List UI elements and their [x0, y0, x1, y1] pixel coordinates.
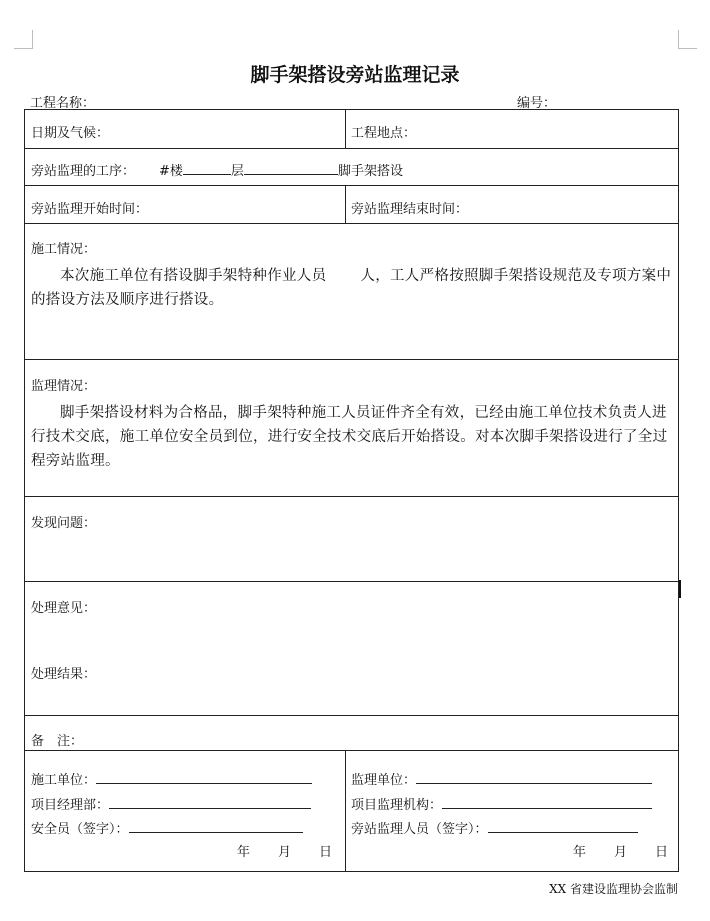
building-blank	[183, 162, 231, 175]
supervisor-line	[488, 820, 638, 833]
number-label: 编号：	[517, 96, 557, 111]
safety-officer-line	[129, 820, 303, 833]
right-date	[545, 841, 668, 860]
column-divider	[345, 750, 346, 872]
text-cursor	[679, 580, 681, 598]
left-date-year: 年	[237, 845, 251, 860]
start-time-label: 旁站监理开始时间：	[31, 202, 149, 217]
document-title: 脚手架搭设旁站监理记录	[250, 64, 460, 86]
project-manager-row	[31, 794, 311, 813]
construction-text-part1: 本次施工单位有搭设脚手架特种作业人员	[60, 268, 327, 284]
construction-text-part2: 人，工人严格按照脚手架搭设规范及专项方案中的搭设方法及顺序进行搭设。	[31, 268, 672, 308]
project-name-label: 工程名称：	[30, 96, 96, 111]
project-manager-line	[109, 796, 311, 809]
construction-unit-row	[31, 769, 312, 788]
row-divider	[25, 185, 678, 186]
building-mark: #楼	[159, 164, 183, 179]
supervision-label: 监理情况：	[31, 379, 97, 394]
record-table	[24, 109, 679, 872]
project-location-label: 工程地点：	[351, 126, 417, 141]
right-date-month: 月	[614, 845, 628, 860]
supervision-agency-label: 项目监理机构：	[351, 798, 443, 813]
supervision-unit-line	[416, 771, 652, 784]
supervision-agency-line	[442, 796, 652, 809]
construction-unit-label: 施工单位：	[31, 773, 97, 788]
handling-opinion-label: 处理意见：	[31, 601, 97, 616]
row-divider	[25, 496, 678, 497]
row-divider	[25, 750, 678, 751]
left-date	[209, 841, 332, 860]
row-divider	[25, 223, 678, 224]
crop-mark-top-right	[678, 30, 697, 49]
supervisor-row	[351, 818, 638, 837]
row-divider	[25, 148, 678, 149]
supervision-text: 脚手架搭设材料为合格品，脚手架特种施工人员证件齐全有效，已经由施工单位技术负责人进行技术交底，施工单位安全员到位，进行安全技术交底后开始搭设。对本次脚手架搭设进行了全过程旁站监理。	[31, 405, 668, 469]
column-divider	[345, 185, 346, 223]
construction-unit-line	[96, 771, 312, 784]
scaffold-text: 脚手架搭设	[337, 164, 403, 179]
date-weather-label: 日期及气候：	[31, 126, 110, 141]
left-date-month: 月	[278, 845, 292, 860]
right-date-day: 日	[655, 845, 669, 860]
row-divider	[25, 359, 678, 360]
footer-issuer: XX 省建设监理协会监制	[549, 882, 678, 896]
floor-mark: 层	[230, 164, 244, 179]
process-label: 旁站监理的工序：	[31, 164, 136, 179]
construction-text	[31, 264, 672, 312]
crop-mark-top-left	[14, 30, 33, 49]
safety-officer-row	[31, 818, 303, 837]
safety-officer-label: 安全员（签字）：	[31, 822, 129, 837]
remarks-label: 备 注：	[31, 734, 84, 749]
project-manager-label: 项目经理部：	[31, 798, 110, 813]
row-divider	[25, 715, 678, 716]
end-time-label: 旁站监理结束时间：	[351, 202, 469, 217]
problems-label: 发现问题：	[31, 516, 97, 531]
handling-result-label: 处理结果：	[31, 667, 97, 682]
column-divider	[345, 110, 346, 148]
process-row	[31, 160, 403, 179]
floor-blank	[244, 162, 338, 175]
row-divider	[25, 581, 678, 582]
supervision-agency-row	[351, 794, 652, 813]
right-date-year: 年	[573, 845, 587, 860]
supervisor-label: 旁站监理人员（签字）：	[351, 822, 488, 837]
supervision-unit-label: 监理单位：	[351, 773, 417, 788]
construction-label: 施工情况：	[31, 242, 97, 257]
supervision-unit-row	[351, 769, 652, 788]
left-date-day: 日	[319, 845, 333, 860]
